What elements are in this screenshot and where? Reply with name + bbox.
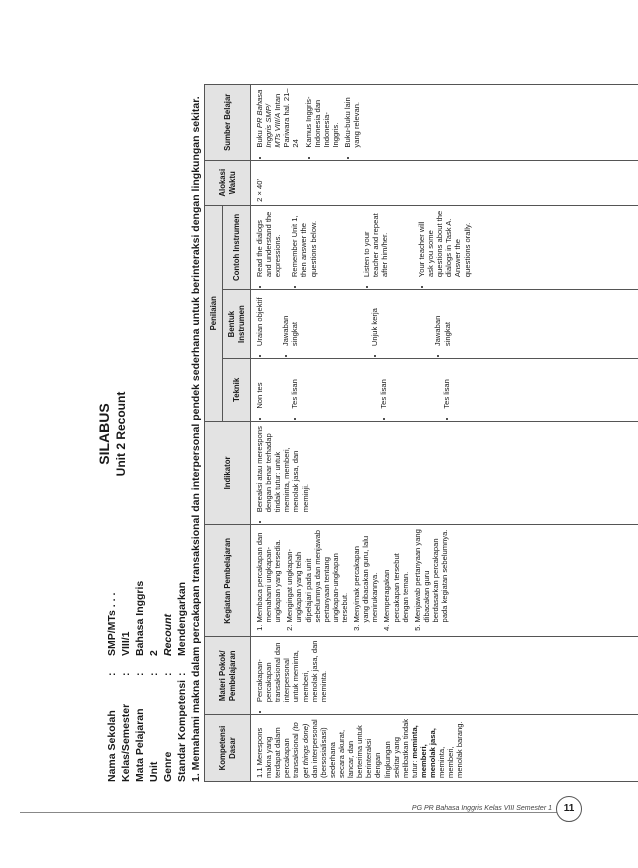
cell-contoh bbox=[251, 205, 638, 289]
cell-bentuk bbox=[251, 290, 638, 359]
bentuk-item: • Jawaban singkat bbox=[433, 293, 451, 346]
cell-indikator bbox=[251, 421, 638, 525]
meta-label-standard: Standar Kompetensi bbox=[176, 679, 188, 782]
sumber-text: Intan Pariwara hal. 21–24 bbox=[273, 88, 301, 148]
meta-value-unit: 2 bbox=[148, 650, 160, 656]
meta-sep-subject: : bbox=[134, 672, 146, 676]
meta-label-subject: Mata Pelajaran bbox=[134, 708, 146, 782]
sumber-text-italic: PR Bahasa Inggris SMP/ MTs VIII/A bbox=[255, 89, 283, 148]
page-title: SILABUS bbox=[96, 403, 112, 465]
kompetensi-text-bold: meminta, memberi, menolak jasa, bbox=[409, 725, 438, 778]
bentuk-item: • Jawaban singkat bbox=[281, 293, 299, 346]
sumber-item: • Buku-buku lain yang relevan. bbox=[343, 88, 361, 148]
sumber-item bbox=[255, 88, 301, 148]
meta-value-genre: Recount bbox=[162, 614, 174, 656]
syllabus-table bbox=[204, 84, 638, 782]
contoh-item: • Your teacher will ask you some questions about the dialogs in Task A. Answer the questions orally. bbox=[417, 209, 472, 277]
contoh-item: • Listen to your teacher and repeat after him/her. bbox=[362, 209, 389, 277]
kompetensi-text-1: 1.1 Merespons makna yang terdapat dalam percakapan transaksional bbox=[255, 727, 301, 778]
contoh-item: • Read the dialogs and understand the expressions. bbox=[255, 209, 282, 277]
kegiatan-item: 5. Menjawab pertanyaan yang dibacakan guru berdasarkan percakapan pada kegiatan sebelumnya. bbox=[413, 528, 449, 622]
cell-kompetensi bbox=[251, 715, 638, 782]
meta-label-class: Kelas/Semester bbox=[120, 703, 132, 782]
cell-kegiatan bbox=[251, 525, 638, 637]
col-header-kegiatan: Kegiatan Pembelajaran bbox=[205, 525, 251, 637]
col-header-bentuk: Bentuk Instrumen bbox=[223, 290, 251, 359]
meta-value-class: VIII/1 bbox=[120, 631, 132, 656]
sumber-item: • Kamus Inggris-Indonesia dan Indonesia-Inggris. bbox=[304, 88, 340, 148]
col-header-sumber: Sumber Belajar bbox=[205, 85, 251, 161]
meta-sep-class: : bbox=[120, 672, 132, 676]
standard-statement: 1. Memahami makna dalam percakapan transaksional dan interpersonal pendek sederhana untuk berinteraksi dengan lingkungan sekitar. bbox=[190, 96, 202, 782]
meta-sep-unit: : bbox=[148, 672, 160, 676]
col-header-contoh: Contoh Instrumen bbox=[223, 205, 251, 289]
footer-text: PG PR Bahasa Inggris Kelas VIII Semester 1 bbox=[411, 805, 552, 812]
meta-value-school: SMP/MTs . . . bbox=[106, 592, 118, 656]
meta-label-genre: Genre bbox=[162, 751, 174, 782]
page-number: 11 bbox=[556, 796, 582, 822]
bentuk-item: • Uraian objektif bbox=[255, 293, 264, 346]
materi-item: • Percakapan-percakapan transaksional dan interpersonal untuk meminta, memberi, menolak jasa, dan meminta. bbox=[255, 640, 328, 702]
cell-alokasi: 2 × 40' bbox=[251, 160, 638, 205]
meta-value-subject: Bahasa Inggris bbox=[134, 580, 146, 656]
kegiatan-item: 1. Membaca percakapan dan memahami ungkapan-ungkapan yang tersedia. bbox=[255, 528, 282, 622]
col-header-penilaian: Penilaian bbox=[205, 205, 223, 421]
bentuk-item: • Unjuk kerja bbox=[370, 293, 379, 346]
meta-label-school: Nama Sekolah bbox=[106, 710, 118, 782]
meta-sep-standard: : bbox=[176, 672, 188, 676]
kegiatan-item: 2. Mengingat ungkapan-ungkapan yang telah dipelajari pada unit sebelumnya dan menjawab pertanyaan tentang ungkapan-ungkapan tersebut. bbox=[285, 528, 349, 622]
kegiatan-item: 3. Menyimak percakapan yang dibacakan guru, lalu menirukannya. bbox=[352, 528, 379, 622]
col-header-kompetensi: Kompetensi Dasar bbox=[205, 715, 251, 782]
kompetensi-text-2: dan interpersonal (bersosialisasi) sederhana secara akurat, lancar, dan berterima untuk berinteraksi dengan lingkungan sekitar yang melibatkan tindak tutur: bbox=[309, 718, 419, 778]
teknik-item: • Non tes bbox=[255, 362, 264, 409]
kompetensi-text-italic: (to get things done) bbox=[291, 722, 310, 778]
table-row bbox=[251, 85, 638, 782]
footer-rule bbox=[20, 812, 576, 813]
cell-materi bbox=[251, 637, 638, 715]
meta-sep-school: : bbox=[106, 672, 118, 676]
col-header-materi: Materi Pokok/ Pembelajaran bbox=[205, 637, 251, 715]
kegiatan-item: 4. Memperagakan percakapan tersebut dengan teman. bbox=[382, 528, 409, 622]
page-subtitle: Unit 2 Recount bbox=[114, 391, 128, 477]
cell-sumber bbox=[251, 85, 638, 161]
cell-teknik bbox=[251, 359, 638, 422]
sumber-text: Buku bbox=[255, 130, 265, 148]
meta-label-unit: Unit bbox=[148, 761, 160, 782]
teknik-item: • Tes lisan bbox=[379, 362, 388, 409]
col-header-indikator: Indikator bbox=[205, 421, 251, 525]
teknik-item: • Tes lisan bbox=[290, 362, 299, 409]
teknik-item: • Tes lisan bbox=[442, 362, 451, 409]
table-header-row bbox=[205, 85, 223, 782]
kompetensi-text-3: meminta, memberi, menolak barang. bbox=[437, 721, 465, 778]
col-header-teknik: Teknik bbox=[223, 359, 251, 422]
contoh-item: • Remember Unit 1, then answer the questions below. bbox=[290, 209, 317, 277]
meta-value-standard: Mendengarkan bbox=[176, 581, 188, 656]
indikator-item: • Bereaksi atau merespons dengan benar terhadap tindak tutur: untuk meminta, memberi, menolak jasa, dan meminji. bbox=[255, 425, 310, 513]
col-header-alokasi: Alokasi Waktu bbox=[205, 160, 251, 205]
meta-sep-genre: : bbox=[162, 672, 174, 676]
